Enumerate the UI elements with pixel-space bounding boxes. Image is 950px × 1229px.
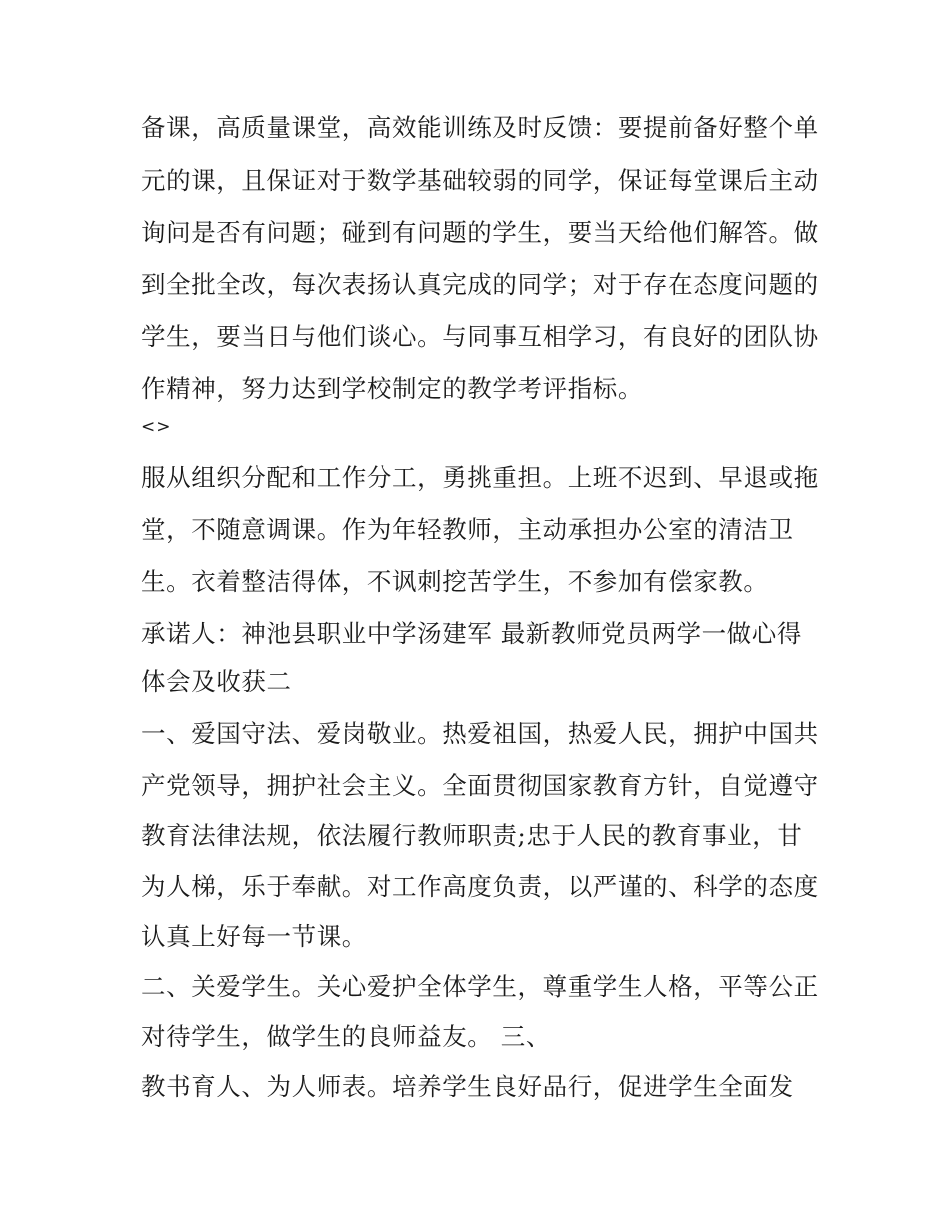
text-line: 服从组织分配和工作分工，勇挑重担。上班不迟到、早退或拖 (141, 463, 819, 492)
text-line: 教育法律法规，依法履行教师职责;忠于人民的教育事业，甘 (141, 821, 803, 850)
text-line: 备课，高质量课堂，高效能训练及时反馈：要提前备好整个单 (141, 113, 819, 142)
text-line: 认真上好每一节课。 (141, 922, 367, 951)
text-line: 一、爱国守法、爱岗敬业。热爱祖国，热爱人民，拥护中国共 (141, 719, 819, 748)
text-line: 产党领导，拥护社会主义。全面贯彻国家教育方针，自觉遵守 (141, 771, 819, 800)
text-line: 堂，不随意调课。作为年轻教师，主动承担办公室的清洁卫 (141, 515, 794, 544)
text-line: 对待学生，做学生的良师益友。 三、 (141, 1022, 551, 1051)
text-line: 元的课，且保证对于数学基础较弱的同学，保证每堂课后主动 (141, 166, 819, 195)
section-marker: <> (141, 417, 172, 437)
signature-line: 承诺人：神池县职业中学汤建军 最新教师党员两学一做心得 (141, 619, 802, 648)
text-line: 为人梯，乐于奉献。对工作高度负责，以严谨的、科学的态度 (141, 872, 819, 901)
text-line: 学生，要当日与他们谈心。与同事互相学习，有良好的团队协 (141, 322, 819, 351)
text-line: 到全批全改，每次表扬认真完成的同学；对于存在态度问题的 (141, 270, 819, 299)
text-line: 教书育人、为人师表。培养学生良好品行，促进学生全面发 (141, 1072, 794, 1101)
text-line: 二、关爱学生。关心爱护全体学生，尊重学生人格，平等公正 (141, 972, 819, 1001)
text-line: 生。衣着整洁得体，不讽刺挖苦学生，不参加有偿家教。 (141, 567, 769, 596)
text-line: 体会及收获二 (141, 667, 292, 696)
text-line: 询问是否有问题；碰到有问题的学生，要当天给他们解答。做 (141, 218, 819, 247)
text-line: 作精神，努力达到学校制定的教学考评指标。 (141, 374, 643, 403)
